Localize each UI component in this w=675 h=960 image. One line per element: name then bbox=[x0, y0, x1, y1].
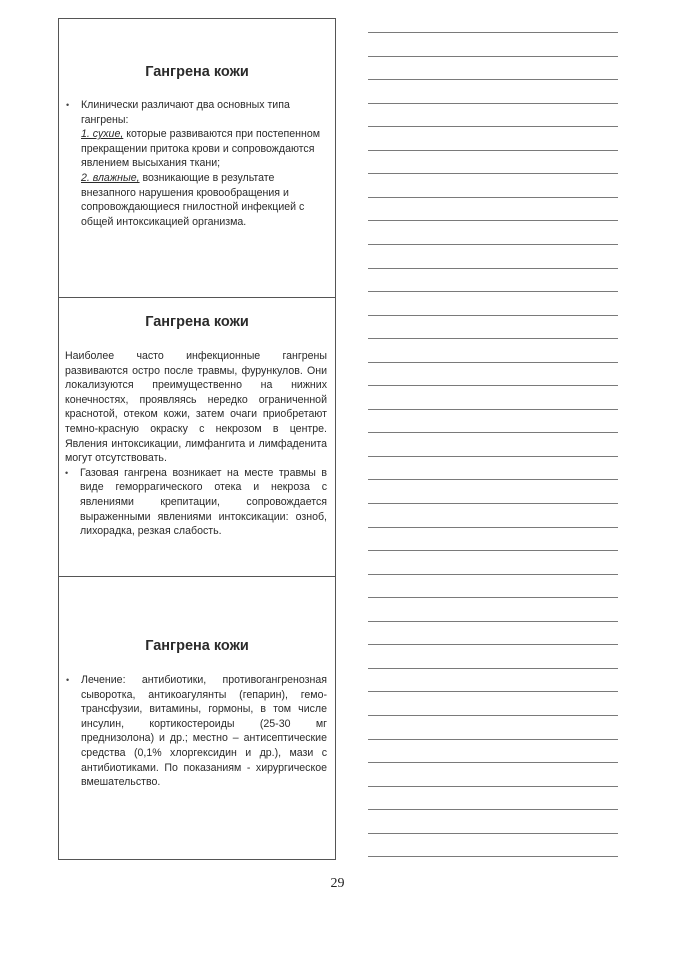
note-line bbox=[368, 786, 618, 787]
bullet-item bbox=[66, 673, 327, 790]
note-line bbox=[368, 621, 618, 622]
note-line bbox=[368, 338, 618, 339]
bullet-text: Газовая гангрена возникает на месте травмы в виде геморрагического отека и некроза с явлениями крепитации, сопровождается выраженными явлениями интоксикации: озноб, лихорадка, резкая слабость. bbox=[80, 466, 327, 538]
note-line bbox=[368, 503, 618, 504]
note-lines bbox=[368, 0, 618, 960]
list-item-label: 2. влажные, bbox=[81, 171, 140, 184]
note-line bbox=[368, 56, 618, 57]
slides-frame bbox=[58, 18, 336, 860]
slide-title: Гангрена кожи bbox=[145, 64, 249, 80]
note-line bbox=[368, 173, 618, 174]
note-line bbox=[368, 268, 618, 269]
note-line bbox=[368, 220, 618, 221]
page-number: 29 bbox=[330, 876, 345, 891]
note-line bbox=[368, 409, 618, 410]
note-line bbox=[368, 244, 618, 245]
note-line bbox=[368, 432, 618, 433]
note-line bbox=[368, 597, 618, 598]
bullet-icon: • bbox=[66, 675, 70, 685]
slide-2 bbox=[59, 297, 335, 576]
note-line bbox=[368, 644, 618, 645]
note-line bbox=[368, 668, 618, 669]
list-item-text: возникающие в результате внезапного нарушения кровообращения и сопровождающиеся гнилостной инфекцией с общей интоксикацией организма. bbox=[81, 171, 305, 228]
note-line bbox=[368, 715, 618, 716]
note-line bbox=[368, 550, 618, 551]
note-line bbox=[368, 856, 618, 857]
list-item-label: 1. сухие, bbox=[81, 128, 124, 141]
note-line bbox=[368, 103, 618, 104]
note-line bbox=[368, 809, 618, 810]
list-item-text: которые развиваются при постепенном прекращении притока крови и сопровождаются явлением высыхания ткани; bbox=[81, 128, 321, 170]
note-line bbox=[368, 456, 618, 457]
slide-paragraph: Наиболее часто инфекционные гангрены развиваются остро после травмы, фурункулов. Они локализуются преимущественно на нижних конечностях, проявляясь нередко ограниченной краснотой, отеком кожи, затем очаги приобретают темно-красную окраску с некрозом в центре. Явления интоксикации, лимфангита и лимфаденита могут отсутствовать. bbox=[65, 350, 327, 465]
note-line bbox=[368, 762, 618, 763]
note-line bbox=[368, 79, 618, 80]
note-line bbox=[368, 385, 618, 386]
note-line bbox=[368, 691, 618, 692]
note-line bbox=[368, 32, 618, 33]
bullet-text: Клинически различают два основных типа гангрены: bbox=[81, 99, 290, 126]
note-line bbox=[368, 479, 618, 480]
slide-title: Гангрена кожи bbox=[145, 638, 249, 654]
bullet-icon: • bbox=[65, 467, 69, 478]
bullet-item bbox=[65, 466, 327, 539]
note-line bbox=[368, 739, 618, 740]
slide-1 bbox=[59, 19, 335, 297]
list-item-dry bbox=[81, 127, 325, 171]
bullet-text: Лечение: антибиотики, противогангренозная сыворотка, антикоагулянты (гепарин), гемо-трансфузии, витамины, гормоны, в том числе инсулин, кортикостероиды (25-30 мг преднизолона) и др.; местно – антисептические средства (0,1% хлоргексидин и др.), мази с антибиотиками. По показаниям - хирургическое вмешательство. bbox=[81, 674, 327, 789]
note-line bbox=[368, 362, 618, 363]
slide-title: Гангрена кожи bbox=[145, 314, 249, 330]
note-line bbox=[368, 197, 618, 198]
bullet-icon: • bbox=[66, 100, 70, 110]
note-line bbox=[368, 291, 618, 292]
note-line bbox=[368, 833, 618, 834]
note-line bbox=[368, 126, 618, 127]
list-item-wet bbox=[81, 171, 325, 229]
slide-3 bbox=[59, 576, 335, 859]
note-line bbox=[368, 315, 618, 316]
note-line bbox=[368, 574, 618, 575]
bullet-item bbox=[66, 98, 325, 127]
slide-body bbox=[66, 673, 327, 790]
slide-body bbox=[65, 349, 327, 539]
note-line bbox=[368, 527, 618, 528]
note-line bbox=[368, 150, 618, 151]
slide-body bbox=[66, 98, 325, 229]
